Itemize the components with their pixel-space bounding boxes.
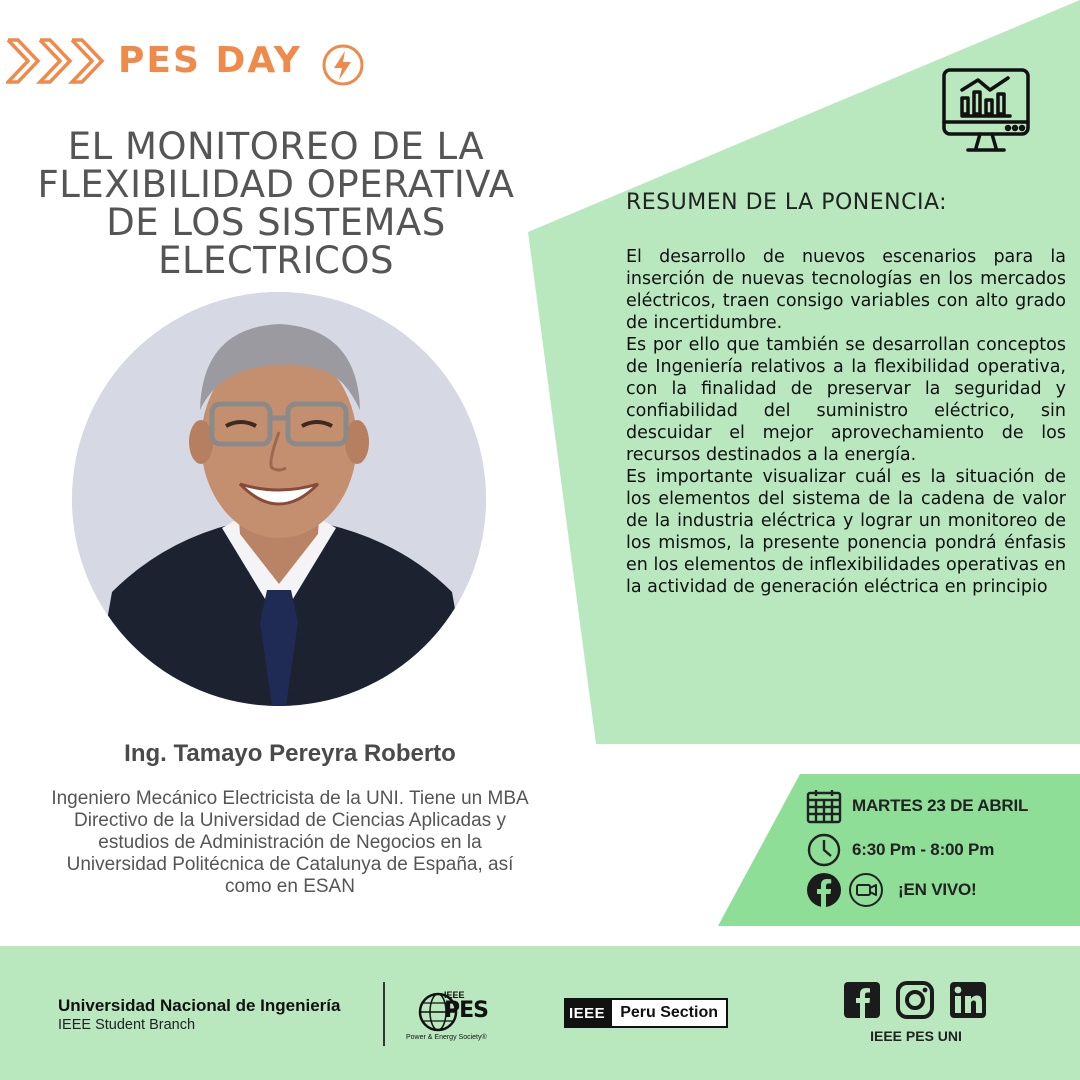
summary-paragraph: Es por ello que también se desarrollan conceptos de Ingeniería relativos a la flexibilidad operativa, con la finalidad de preservar la seguridad y confiabilidad del suministro eléctrico, sin descuidar el mejor aprovechamiento de los recursos destinados a la energía. [626, 335, 1066, 465]
speaker-photo [72, 292, 486, 706]
linkedin-icon[interactable] [950, 982, 986, 1018]
speaker-bio: Ingeniero Mecánico Electricista de la UNI. Tiene un MBA Directivo de la Universidad de Ciencias Aplicadas y estudios de Administración de Negocios en la Universidad Politécnica de Catalunya de España, así como en ESAN [51, 788, 529, 897]
talk-title-line: DE LOS SISTEMAS [106, 201, 446, 244]
instagram-icon[interactable] [898, 983, 932, 1017]
peru-section-label: Peru Section [610, 998, 728, 1028]
pes-logo-text: PES [444, 998, 488, 1023]
footer-divider [383, 982, 385, 1046]
video-camera-icon[interactable] [848, 872, 884, 908]
ieee-peru-section-logo [564, 998, 728, 1028]
event-live-label: ¡EN VIVO! [898, 880, 977, 899]
facebook-icon[interactable] [806, 872, 842, 908]
social-handle: IEEE PES UNI [870, 1028, 962, 1044]
monitor-chart-icon [940, 66, 1032, 158]
event-time: 6:30 Pm - 8:00 Pm [852, 840, 995, 859]
summary-paragraph: El desarrollo de nuevos escenarios para la inserción de nuevas tecnologías en los mercados eléctricos, traen consigo variables con alto grado de incertidumbre. [626, 247, 1066, 333]
event-live-row [806, 872, 977, 908]
event-time-row [806, 832, 994, 868]
pes-logo-subtitle: Power & Energy Society® [406, 1034, 487, 1041]
ieee-pes-logo [404, 984, 500, 1046]
speaker-name: Ing. Tamayo Pereyra Roberto [124, 740, 456, 767]
facebook-icon[interactable] [844, 982, 880, 1018]
talk-title [18, 125, 534, 282]
event-date: MARTES 23 DE ABRIL [852, 796, 1029, 815]
calendar-icon [806, 788, 842, 824]
ieee-box: IEEE [564, 998, 610, 1028]
event-brand: PES DAY [118, 40, 302, 81]
clock-icon [806, 832, 842, 868]
university-name: Universidad Nacional de Ingeniería [58, 996, 341, 1015]
summary-heading: RESUMEN DE LA PONENCIA: [626, 190, 948, 215]
student-branch-label: IEEE Student Branch [58, 1017, 196, 1033]
chevron-right-icon [6, 36, 108, 86]
social-icons [842, 980, 990, 1020]
summary-paragraph: Es importante visualizar cuál es la situación de los elementos del sistema de la cadena de valor de la industria eléctrica y lograr un monitoreo de los mismos, la presente ponencia pondrá énfasis en los elementos de inflexibilidades operativas en la actividad de generación eléctrica en principio [626, 467, 1066, 597]
talk-title-line: ELECTRICOS [158, 239, 394, 282]
pes-logo-ieee: IEEE [444, 990, 465, 1000]
event-date-row [806, 788, 1028, 824]
talk-title-line: EL MONITOREO DE LA [67, 125, 485, 168]
lightning-bolt-icon [320, 42, 366, 88]
talk-title-line: FLEXIBILIDAD OPERATIVA [37, 163, 515, 206]
summary-body [626, 246, 1066, 598]
